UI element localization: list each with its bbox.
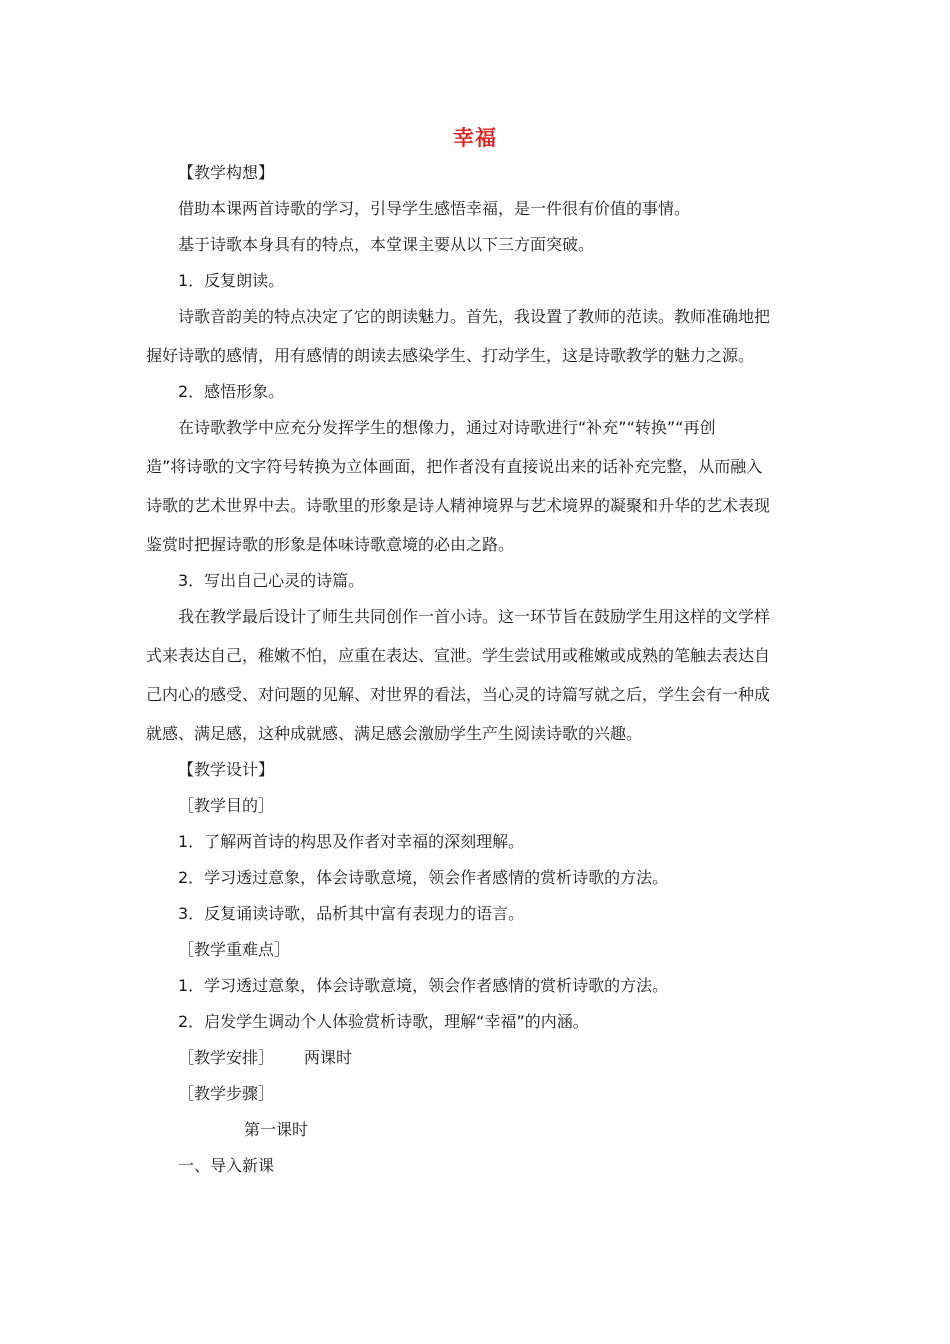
paragraph-line: 就感、满足感，这种成就感、满足感会激励学生产生阅读诗歌的兴趣。	[146, 724, 643, 743]
lesson-heading: 第一课时	[244, 1120, 309, 1139]
section-heading-concept: 【教学构想】	[178, 163, 275, 182]
list-item-heading: 3．写出自己心灵的诗篇。	[178, 571, 365, 590]
paragraph-line: 诗歌的艺术世界中去。诗歌里的形象是诗人精神境界与艺术境界的凝聚和升华的艺术表现	[146, 496, 771, 515]
paragraph: 借助本课两首诗歌的学习，引导学生感悟幸福，是一件很有价值的事情。	[178, 199, 691, 218]
schedule-value: 两课时	[304, 1048, 353, 1067]
list-item: 3．反复诵读诗歌，品析其中富有表现力的语言。	[178, 904, 525, 923]
document-title: 幸福	[453, 126, 497, 150]
paragraph-line: 在诗歌教学中应充分发挥学生的想像力，通过对诗歌进行“补充”“转换”“再创	[178, 418, 716, 437]
list-item-heading: 1．反复朗读。	[178, 271, 285, 290]
paragraph-line: 鉴赏时把握诗歌的形象是体味诗歌意境的必由之路。	[146, 535, 515, 554]
paragraph-line: 诗歌音韵美的特点决定了它的朗读魅力。首先，我设置了教师的范读。教师准确地把	[178, 307, 771, 326]
subsection-heading: ［教学步骤］	[178, 1084, 275, 1103]
paragraph-line: 己内心的感受、对问题的见解、对世界的看法，当心灵的诗篇写就之后，学生会有一种成	[146, 685, 771, 704]
paragraph-line: 我在教学最后设计了师生共同创作一首小诗。这一环节旨在鼓励学生用这样的文学样	[178, 607, 771, 626]
subsection-heading: ［教学重难点］	[178, 940, 291, 959]
list-item: 2．启发学生调动个人体验赏析诗歌，理解“幸福”的内涵。	[178, 1012, 589, 1031]
step-heading: 一、导入新课	[178, 1156, 275, 1175]
subsection-heading: ［教学安排］	[178, 1048, 275, 1067]
subsection-heading: ［教学目的］	[178, 796, 275, 815]
paragraph-line: 握好诗歌的感情，用有感情的朗读去感染学生、打动学生，这是诗歌教学的魅力之源。	[146, 346, 755, 365]
list-item-heading: 2．感悟形象。	[178, 382, 285, 401]
list-item: 1．了解两首诗的构思及作者对幸福的深刻理解。	[178, 832, 525, 851]
paragraph-line: 造”将诗歌的文字符号转换为立体画面，把作者没有直接说出来的话补充完整，从而融入	[146, 457, 763, 476]
list-item: 1．学习透过意象，体会诗歌意境，领会作者感情的赏析诗歌的方法。	[178, 976, 669, 995]
paragraph-line: 式来表达自己，稚嫩不怕，应重在表达、宣泄。学生尝试用或稚嫩或成熟的笔触去表达自	[146, 646, 771, 665]
section-heading-design: 【教学设计】	[178, 760, 275, 779]
list-item: 2．学习透过意象，体会诗歌意境，领会作者感情的赏析诗歌的方法。	[178, 868, 669, 887]
schedule-row	[178, 1047, 352, 1069]
paragraph: 基于诗歌本身具有的特点，本堂课主要从以下三方面突破。	[178, 235, 595, 254]
